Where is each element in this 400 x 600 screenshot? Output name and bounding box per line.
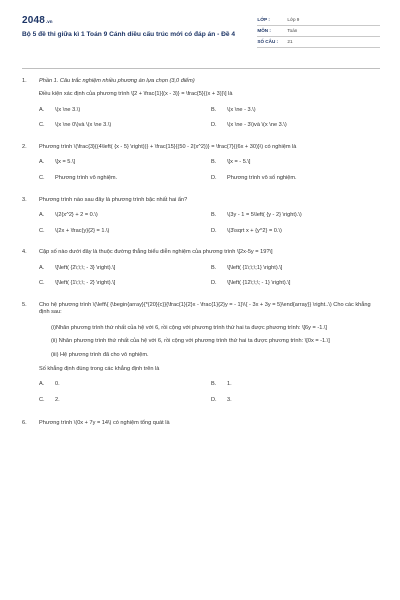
question-number: 2. xyxy=(22,143,27,150)
header-divider xyxy=(22,68,380,69)
option-letter: C. xyxy=(39,396,45,403)
meta-value: 21 xyxy=(287,38,293,44)
option-text: \[\left( {1\;\;\;1} \right).\] xyxy=(227,264,283,271)
document-title: Bộ 5 đề thi giữa kì 1 Toán 9 Cánh diều cấu trúc mới có đáp án - Đề 4 xyxy=(22,30,236,38)
question-body xyxy=(39,249,380,298)
question-text: Phương trình nào sau đây là phương trình bậc nhất hai ẩn? xyxy=(39,196,188,203)
question-5 xyxy=(22,302,380,414)
option-letter: C. xyxy=(39,227,45,234)
option-text: \[x = - 5.\] xyxy=(227,159,251,166)
option-letter: D. xyxy=(211,174,217,181)
answer-options xyxy=(39,212,380,235)
option-d[interactable] xyxy=(211,228,380,236)
option-text: \[\left( {12\;\;\; - 1} \right).\] xyxy=(227,280,291,287)
option-a[interactable] xyxy=(39,381,211,389)
option-text: 3. xyxy=(227,396,232,403)
question-text: Cho hệ phương trình \(\left\{ {\begin{array}{*{20}{c}}{\frac{1}{2}x - \frac{1}{2}y = - 1}\\{ - 3x + 3y = 5}\end{array}} \right..\) Cho các khẳng định sau: xyxy=(39,301,371,316)
option-letter: A. xyxy=(39,159,45,166)
section-heading: Phần 1. Câu trắc nghiệm nhiều phương án lựa chọn (3,0 điểm) xyxy=(39,77,195,84)
question-number: 6. xyxy=(22,420,27,427)
question-number: 3. xyxy=(22,196,27,203)
option-text: \(x \ne 0\)và \(x \ne 3.\) xyxy=(55,122,112,129)
answer-options xyxy=(39,381,380,404)
question-followup: Số khẳng định đúng trong các khẳng định trên là xyxy=(39,365,160,372)
option-text: \[x = 5.\] xyxy=(55,159,76,166)
option-letter: D. xyxy=(211,122,217,129)
option-letter: D. xyxy=(211,227,217,234)
question-text: Phương trình \(0x + 7y = 14\) có nghiệm tổng quát là xyxy=(39,420,170,427)
option-a[interactable] xyxy=(39,159,211,167)
question-text: Điều kiện xác định của phương trình \[2 + \frac{1}{(x - 3)} = \frac{5}{(x + 3)}\] là xyxy=(39,91,233,98)
option-letter: B. xyxy=(211,264,217,271)
option-d[interactable] xyxy=(211,122,380,130)
meta-value: Lớp 9 xyxy=(287,16,300,22)
answer-options xyxy=(39,265,380,288)
question-1 xyxy=(22,78,380,140)
question-body xyxy=(39,302,380,414)
option-text: \(3y - 1 = 5\left( {y - 2} \right).\) xyxy=(227,212,302,219)
option-letter: A. xyxy=(39,264,45,271)
option-text: \(2x + \frac{y}{2} = 1.\) xyxy=(55,227,110,234)
option-c[interactable] xyxy=(39,122,211,130)
option-text: \(x \ne - 3.\) xyxy=(227,106,256,113)
option-a[interactable] xyxy=(39,265,211,273)
answer-options xyxy=(39,107,380,130)
option-c[interactable] xyxy=(39,280,211,288)
option-text: \(3\sqrt x + {y^2} = 0.\) xyxy=(227,227,282,234)
question-6 xyxy=(22,420,380,436)
option-text: \(x \ne 3.\) xyxy=(55,106,81,113)
meta-row-class xyxy=(257,15,380,26)
meta-value: Toán xyxy=(287,27,298,33)
document-header xyxy=(22,14,380,58)
option-a[interactable] xyxy=(39,212,211,220)
logo-main-text: 2048 xyxy=(22,15,46,26)
option-text: 2. xyxy=(55,396,60,403)
statement-iii: (iii) Hệ phương trình đã cho vô nghiệm. xyxy=(51,351,149,358)
option-letter: A. xyxy=(39,381,45,388)
option-text: 0. xyxy=(55,381,60,388)
question-body xyxy=(39,197,380,246)
site-logo[interactable] xyxy=(22,14,257,28)
question-number: 5. xyxy=(22,301,27,308)
option-letter: B. xyxy=(211,159,217,166)
statement-ii: (ii) Nhân phương trình thứ nhất của hệ với 6, rồi cộng với phương trình thứ hai ta được phương trình: \[0x = -1.\] xyxy=(51,338,330,345)
option-d[interactable] xyxy=(211,280,380,288)
question-text: Phương trình \(\frac{3}{(4\left( {x - 5} \right))} + \frac{15}{(50 - 2{x^2})} = \frac{7}{(6x + 30)}\) có nghiệm là xyxy=(39,143,297,150)
option-letter: B. xyxy=(211,381,217,388)
question-body xyxy=(39,78,380,140)
option-d[interactable] xyxy=(211,397,380,405)
answer-options xyxy=(39,159,380,182)
meta-label: MÔN : xyxy=(257,27,271,33)
option-text: 1. xyxy=(227,381,232,388)
option-text: \[\left( {2\;\;\; - 3} \right).\] xyxy=(55,264,116,271)
option-b[interactable] xyxy=(211,159,380,167)
option-letter: A. xyxy=(39,212,45,219)
option-letter: C. xyxy=(39,280,45,287)
meta-panel xyxy=(257,14,380,48)
option-c[interactable] xyxy=(39,175,211,183)
option-c[interactable] xyxy=(39,397,211,405)
option-b[interactable] xyxy=(211,381,380,389)
question-3 xyxy=(22,197,380,246)
option-text: Phương trình vô nghiệm. xyxy=(55,174,118,181)
option-c[interactable] xyxy=(39,228,211,236)
option-b[interactable] xyxy=(211,265,380,273)
option-d[interactable] xyxy=(211,175,380,183)
option-text: \(2{x^2} + 2 = 0.\) xyxy=(55,212,98,219)
question-2 xyxy=(22,144,380,193)
question-number: 4. xyxy=(22,249,27,256)
statement-i: (i)Nhân phương trình thứ nhất của hệ với 6, rồi cộng với phương trình thứ hai ta được phương trình: \[6y = -1.\] xyxy=(51,324,327,331)
meta-row-count xyxy=(257,37,380,48)
option-letter: D. xyxy=(211,396,217,403)
option-text: \[\left( {1\;\;\; - 2} \right).\] xyxy=(55,280,116,287)
option-text: Phương trình vô số nghiệm. xyxy=(227,174,297,181)
option-letter: B. xyxy=(211,212,217,219)
question-text: Cặp số nào dưới đây là thuộc đường thẳng biểu diễn nghiệm của phương trình \[2x-5y = 19?\] xyxy=(39,249,273,256)
meta-row-subject xyxy=(257,26,380,37)
option-letter: A. xyxy=(39,106,45,113)
meta-label: LỚP : xyxy=(257,16,270,22)
question-body xyxy=(39,144,380,193)
header-left xyxy=(22,14,257,39)
option-letter: C. xyxy=(39,122,45,129)
question-4 xyxy=(22,249,380,298)
question-body xyxy=(39,420,380,436)
option-letter: B. xyxy=(211,106,217,113)
option-b[interactable] xyxy=(211,107,380,115)
option-letter: D. xyxy=(211,280,217,287)
meta-label: SỐ CÂU : xyxy=(257,38,279,44)
question-number: 1. xyxy=(22,77,27,84)
option-text: \(x \ne - 3\)và \(x \ne 3.\) xyxy=(227,122,287,129)
logo-sub-text: .vn xyxy=(46,19,53,24)
option-letter: C. xyxy=(39,174,45,181)
option-b[interactable] xyxy=(211,212,380,220)
option-a[interactable] xyxy=(39,107,211,115)
